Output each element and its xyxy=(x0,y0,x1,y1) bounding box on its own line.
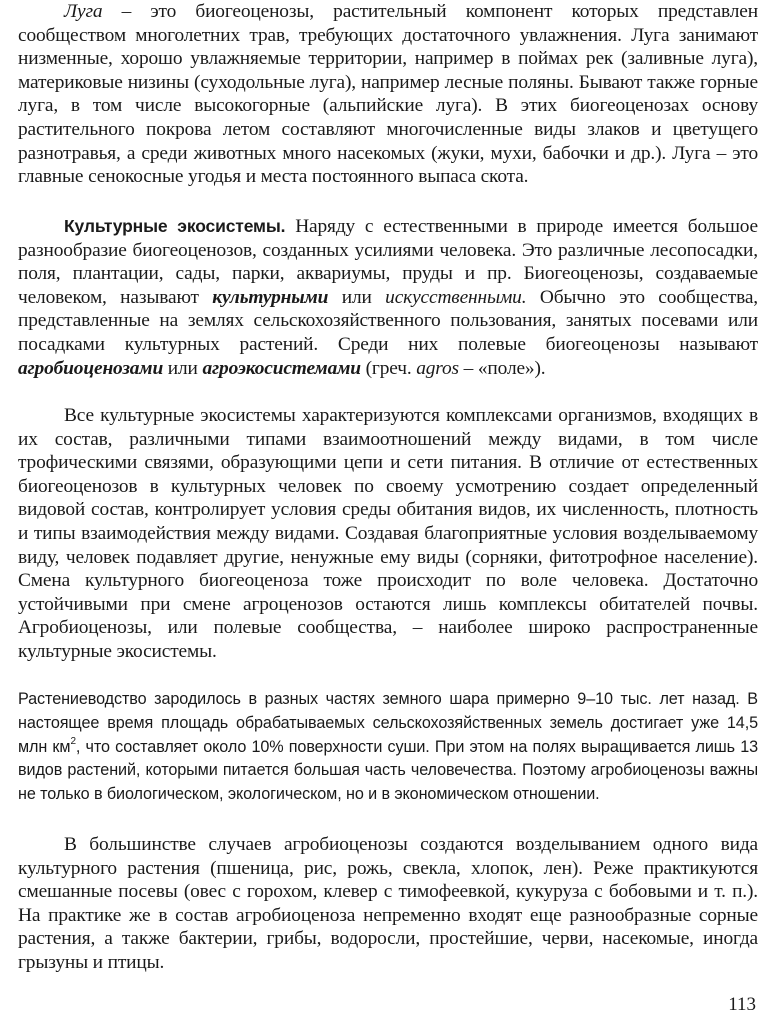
text-fragment: (греч. xyxy=(360,357,417,379)
paragraph-cultural-ecosystems xyxy=(18,215,758,380)
paragraph-meadows-text: – это биогеоценозы, растительный компонент которых представлен сообществом многолетних трав, требующих достаточного увлажнения. Луга занимают низменные, хорошо увлажняемые территории, например в поймах рек (заливные луга), материковые низины (суходольные луга), например лесные поляны. Бывают также горные луга, в том числе высокогорные (альпийские луга). В этих биогеоценозах основу растительного покрова летом составляют многочисленные виды злаков и цветущего разнотравья, а среди животных много насекомых (жуки, мухи, бабочки и др.). Луга – это главные сенокосные угодья и места постоянного выпаса скота. xyxy=(18,1,758,188)
paragraph-ecosystem-characteristics: Все культурные экосистемы характеризуются комплексами организмов, входящих в их состав, различными типами взаимоотношений между видами, в том числе трофическими связями, образующими цепи и сети питания. В отличие от естественных биогеоценозов в культурных человек по своему усмотрению создает определенный видовой состав, контролирует условия среды обитания видов, их численность, плотность и типы взаимодействия между видами. Создавая благоприятные условия возделываемому виду, человек подавляет другие, ненужные ему виды (сорняки, фитотрофное население). Смена культурного биогеоценоза тоже происходит по воле человека. Достаточно устойчивыми при смене агроценозов остаются лишь комплексы обитателей почвы. Агробиоценозы, или полевые сообщества, – наиболее широко распространенные культурные экосистемы. xyxy=(18,405,758,662)
term-agrobiocenoses: агробиоценозами xyxy=(18,357,164,379)
sidebar-note xyxy=(18,688,758,807)
term-meadows: Луга xyxy=(64,1,103,22)
term-agros: agros xyxy=(416,357,459,379)
section-heading: Культурные экосистемы. xyxy=(64,216,286,236)
superscript: 2 xyxy=(70,736,76,748)
paragraph-monoculture: В большинстве случаев агробиоценозы создаются возделыванием одного вида культурного растения (пшеница, рис, рожь, свекла, хлопок, лен). Реже практикуются смешанные посевы (овес с горохом, клевер с тимофеевкой, кукуруза с бобовыми и т. п.). На практике же в состав агробиоценоза непременно входят еще разнообразные сорные растения, а также бактерии, грибы, водоросли, простейшие, черви, насекомые, иногда грызуны и птицы. xyxy=(18,834,758,973)
text-fragment: или xyxy=(163,357,203,379)
term-agroecosystems: агроэкосистемами xyxy=(202,357,361,379)
term-artificial: искусственными. xyxy=(385,286,527,308)
paragraph-meadows xyxy=(18,0,758,189)
sidebar-note-text xyxy=(18,688,758,807)
text-fragment: – «поле»). xyxy=(458,357,546,379)
text-fragment: , что составляет около 10% поверхности суши. При этом на полях выращивается лишь 13 видов растений, которыми питается большая часть человечества. Поэтому агробиоценозы важны не только в биологическом, экологическом, но и в экономическом отношении. xyxy=(18,737,759,804)
term-cultural: культурными xyxy=(212,286,329,308)
text-fragment: Обычно это сообщества, представленные на землях сельскохозяйственного пользования, занятых посевами или посадками культурных растений. Среди них полевые биогеоценозы называют xyxy=(18,286,758,355)
page-number: 113 xyxy=(728,994,756,1015)
text-fragment: Растениеводство зародилось в разных частях земного шара примерно 9–10 тыс. лет назад. В настоящее время площадь обрабатываемых сельскохозяйственных земель достигает уже 14,5 млн км xyxy=(18,690,758,756)
text-fragment: Наряду с естественными в природе имеется большое разнообразие биогеоценозов, созданных усилиями человека. Это различные лесопосадки, поля, плантации, сады, парки, аквариумы, пруды и пр. Биогеоценозы, создаваемые человеком, называют xyxy=(18,216,758,308)
text-fragment: или xyxy=(328,286,386,308)
